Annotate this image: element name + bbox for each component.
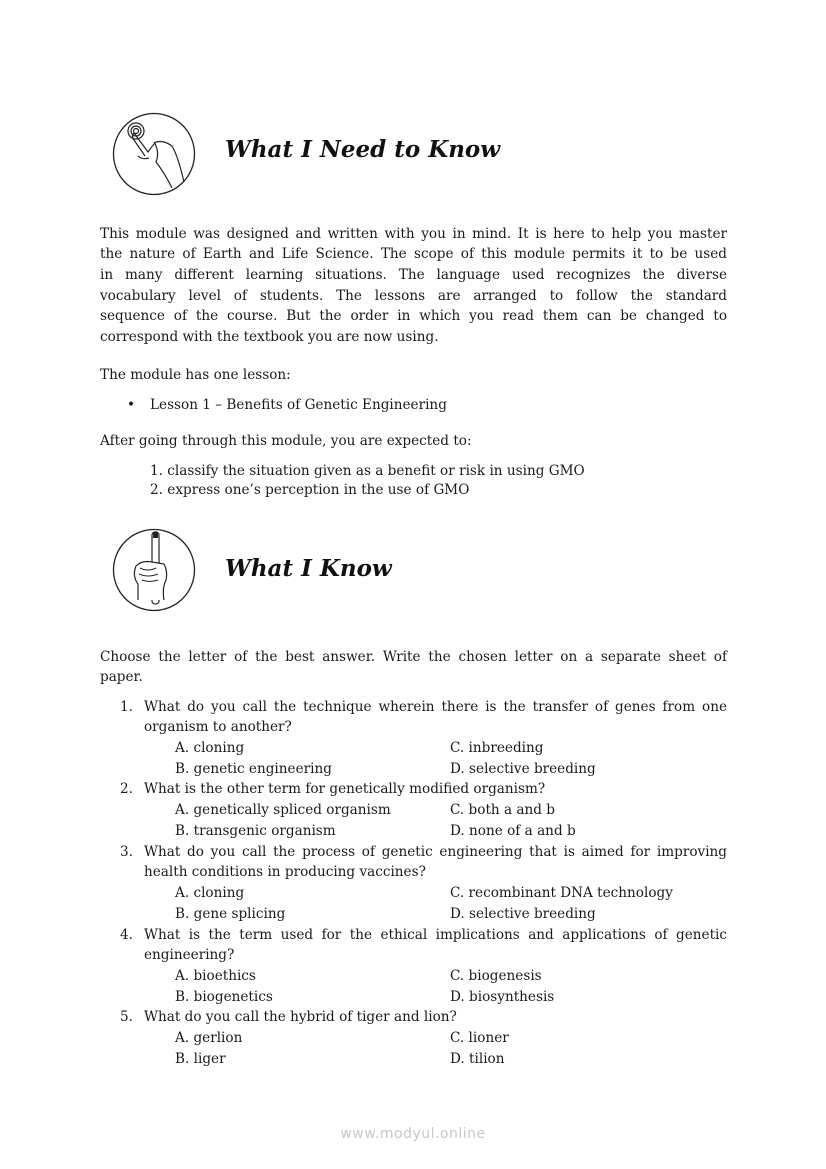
- question-text: What is the other term for genetically modified organism?: [144, 781, 546, 797]
- option: C. biogenesis: [450, 968, 542, 984]
- option: C. inbreeding: [450, 740, 544, 756]
- watermark: www.modyul.online: [340, 1126, 486, 1142]
- instructions-line: Choose the letter of the best answer. Write the chosen letter on a separate sheet of: [100, 649, 727, 665]
- section-title-what-i-need-to-know: What I Need to Know: [225, 136, 501, 163]
- option: A. bioethics: [175, 968, 256, 984]
- option: D. biosynthesis: [450, 989, 555, 1005]
- question-number: 4.: [120, 927, 133, 943]
- question-text: What is the term used for the ethical implications and applications of genetic: [144, 927, 727, 943]
- option: A. cloning: [175, 740, 245, 756]
- option: C. recombinant DNA technology: [450, 885, 673, 901]
- option: B. gene splicing: [175, 906, 286, 922]
- intro-line: vocabulary level of students. The lessons are arranged to follow the standard: [100, 288, 727, 304]
- question-text: organism to another?: [144, 719, 292, 735]
- option: C. lioner: [450, 1030, 509, 1046]
- objective-item: 2. express one’s perception in the use of GMO: [150, 482, 470, 498]
- question-number: 1.: [120, 699, 133, 715]
- option: C. both a and b: [450, 802, 555, 818]
- intro-line: This module was designed and written with you in mind. It is here to help you master: [100, 226, 727, 242]
- question-number: 2.: [120, 781, 133, 797]
- option: D. selective breeding: [450, 906, 596, 922]
- question-text: What do you call the hybrid of tiger and lion?: [144, 1009, 457, 1025]
- pointing-hand-icon: [112, 112, 196, 196]
- intro-line: correspond with the textbook you are now using.: [100, 329, 439, 345]
- intro-line: sequence of the course. But the order in which you read them can be changed to: [100, 308, 727, 324]
- question-text: health conditions in producing vaccines?: [144, 864, 426, 880]
- option: B. biogenetics: [175, 989, 273, 1005]
- bullet-icon: •: [127, 397, 136, 413]
- question-text: What do you call the process of genetic engineering that is aimed for improving: [144, 844, 727, 860]
- lesson-item: Lesson 1 – Benefits of Genetic Engineering: [150, 397, 447, 413]
- question-number: 5.: [120, 1009, 133, 1025]
- option: A. gerlion: [175, 1030, 243, 1046]
- lesson-intro: The module has one lesson:: [100, 367, 291, 383]
- option: D. selective breeding: [450, 761, 596, 777]
- section-title-what-i-know: What I Know: [225, 555, 392, 582]
- option: B. transgenic organism: [175, 823, 336, 839]
- option: B. liger: [175, 1051, 226, 1067]
- instructions-line: paper.: [100, 669, 143, 685]
- option: D. none of a and b: [450, 823, 576, 839]
- objectives-intro: After going through this module, you are expected to:: [100, 433, 472, 449]
- question-text: What do you call the technique wherein there is the transfer of genes from one: [144, 699, 727, 715]
- intro-line: the nature of Earth and Life Science. The scope of this module permits it to be used: [100, 246, 727, 262]
- objective-item: 1. classify the situation given as a benefit or risk in using GMO: [150, 463, 585, 479]
- hand-holding-pencil-icon: [112, 528, 196, 612]
- option: A. genetically spliced organism: [175, 802, 391, 818]
- intro-line: in many different learning situations. The language used recognizes the diverse: [100, 267, 727, 283]
- option: D. tilion: [450, 1051, 505, 1067]
- option: B. genetic engineering: [175, 761, 332, 777]
- question-number: 3.: [120, 844, 133, 860]
- option: A. cloning: [175, 885, 245, 901]
- question-text: engineering?: [144, 947, 235, 963]
